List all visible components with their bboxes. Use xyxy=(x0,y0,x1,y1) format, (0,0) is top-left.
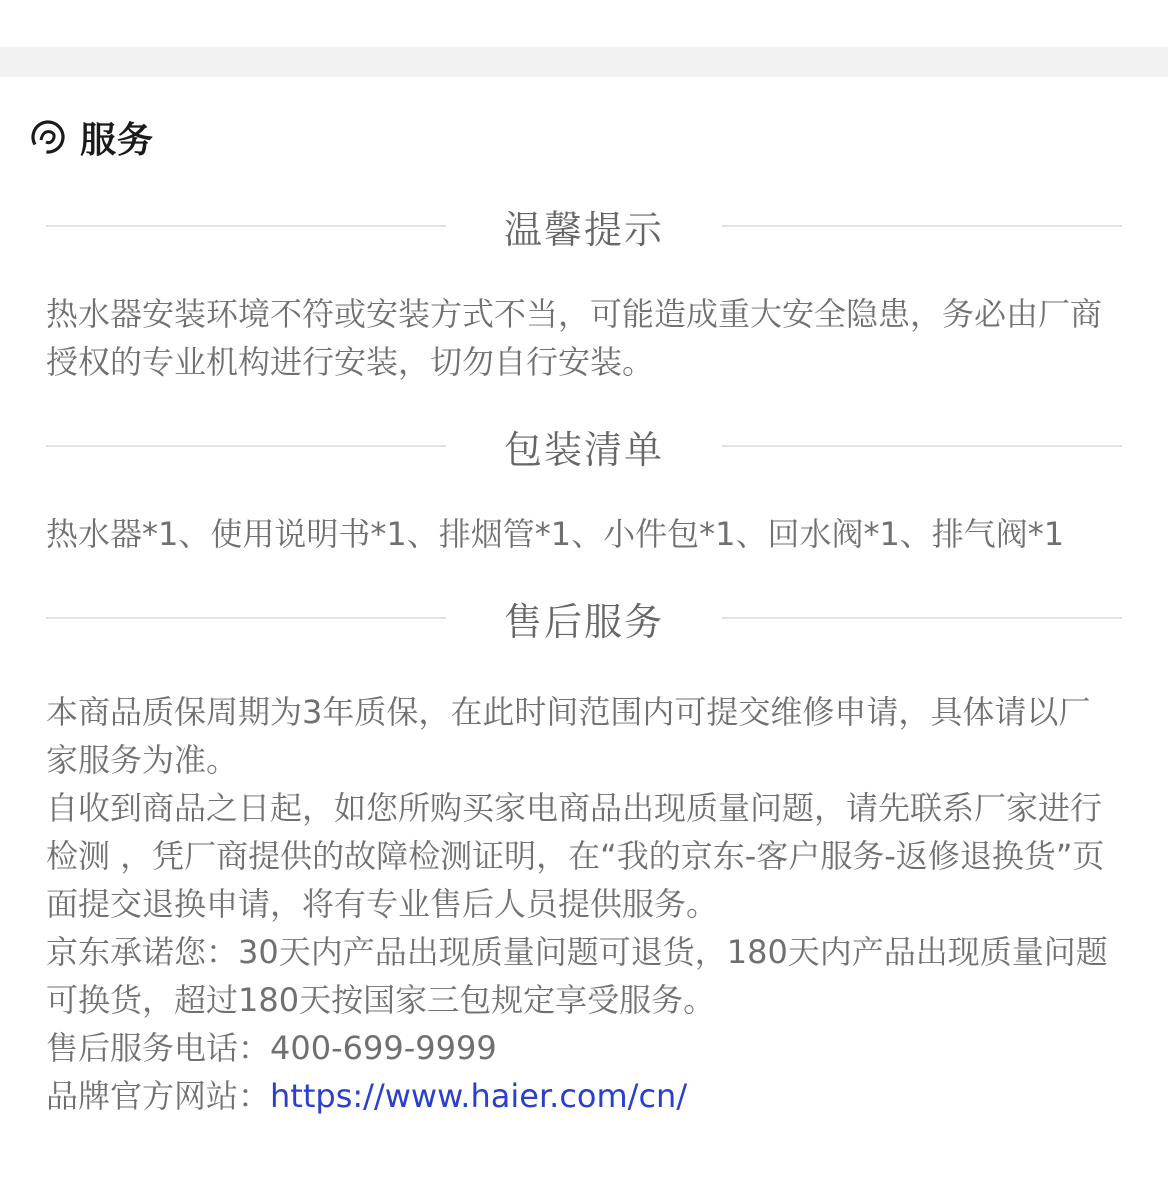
packing-list-text: 热水器*1、使用说明书*1、排烟管*1、小件包*1、回水阀*1、排气阀*1 xyxy=(46,515,1065,553)
after-sales-divider xyxy=(46,588,1122,648)
website-row xyxy=(46,1072,1122,1120)
divider-line-right xyxy=(722,617,1122,619)
brand-website-link[interactable]: https://www.haier.com/cn/ xyxy=(270,1077,688,1115)
warranty-text: 本商品质保周期为3年质保，在此时间范围内可提交维修申请，具体请以厂家服务为准。 xyxy=(46,693,1091,779)
service-icon xyxy=(28,117,68,157)
jd-promise-text: 京东承诺您：30天内产品出现质量问题可退货，180天内产品出现质量问题可换货，超过180天按国家三包规定享受服务。 xyxy=(46,933,1108,1019)
return-policy-text: 自收到商品之日起，如您所购买家电商品出现质量问题，请先联系厂家进行检测 ，凭厂商提供的故障检测证明，在“我的京东-客户服务-返修退换货”页面提交退换申请，将有专业售后人员提供服务。 xyxy=(46,789,1105,923)
divider-line-left xyxy=(46,445,446,447)
warm-tip-text: 热水器安装环境不符或安装方式不当，可能造成重大安全隐患，务必由厂商授权的专业机构进行安装，切勿自行安装。 xyxy=(46,295,1103,381)
packing-title: 包装清单 xyxy=(503,427,664,472)
warm-tip-divider xyxy=(46,196,1122,256)
service-content xyxy=(46,196,1122,1120)
warm-tip-title: 温馨提示 xyxy=(503,207,664,252)
service-title: 服务 xyxy=(80,119,155,161)
phone-number[interactable]: 400-699-9999 xyxy=(270,1029,497,1067)
after-sales-body xyxy=(46,688,1122,1120)
divider-line-left xyxy=(46,225,446,227)
phone-label: 售后服务电话： xyxy=(46,1029,271,1067)
divider-line-right xyxy=(722,225,1122,227)
service-header xyxy=(28,113,154,161)
top-separator-band xyxy=(0,47,1168,77)
divider-line-right xyxy=(722,445,1122,447)
website-label: 品牌官方网站： xyxy=(46,1077,271,1115)
after-sales-title: 售后服务 xyxy=(503,599,664,644)
packing-divider xyxy=(46,416,1122,476)
phone-row xyxy=(46,1024,1122,1072)
divider-line-left xyxy=(46,617,446,619)
